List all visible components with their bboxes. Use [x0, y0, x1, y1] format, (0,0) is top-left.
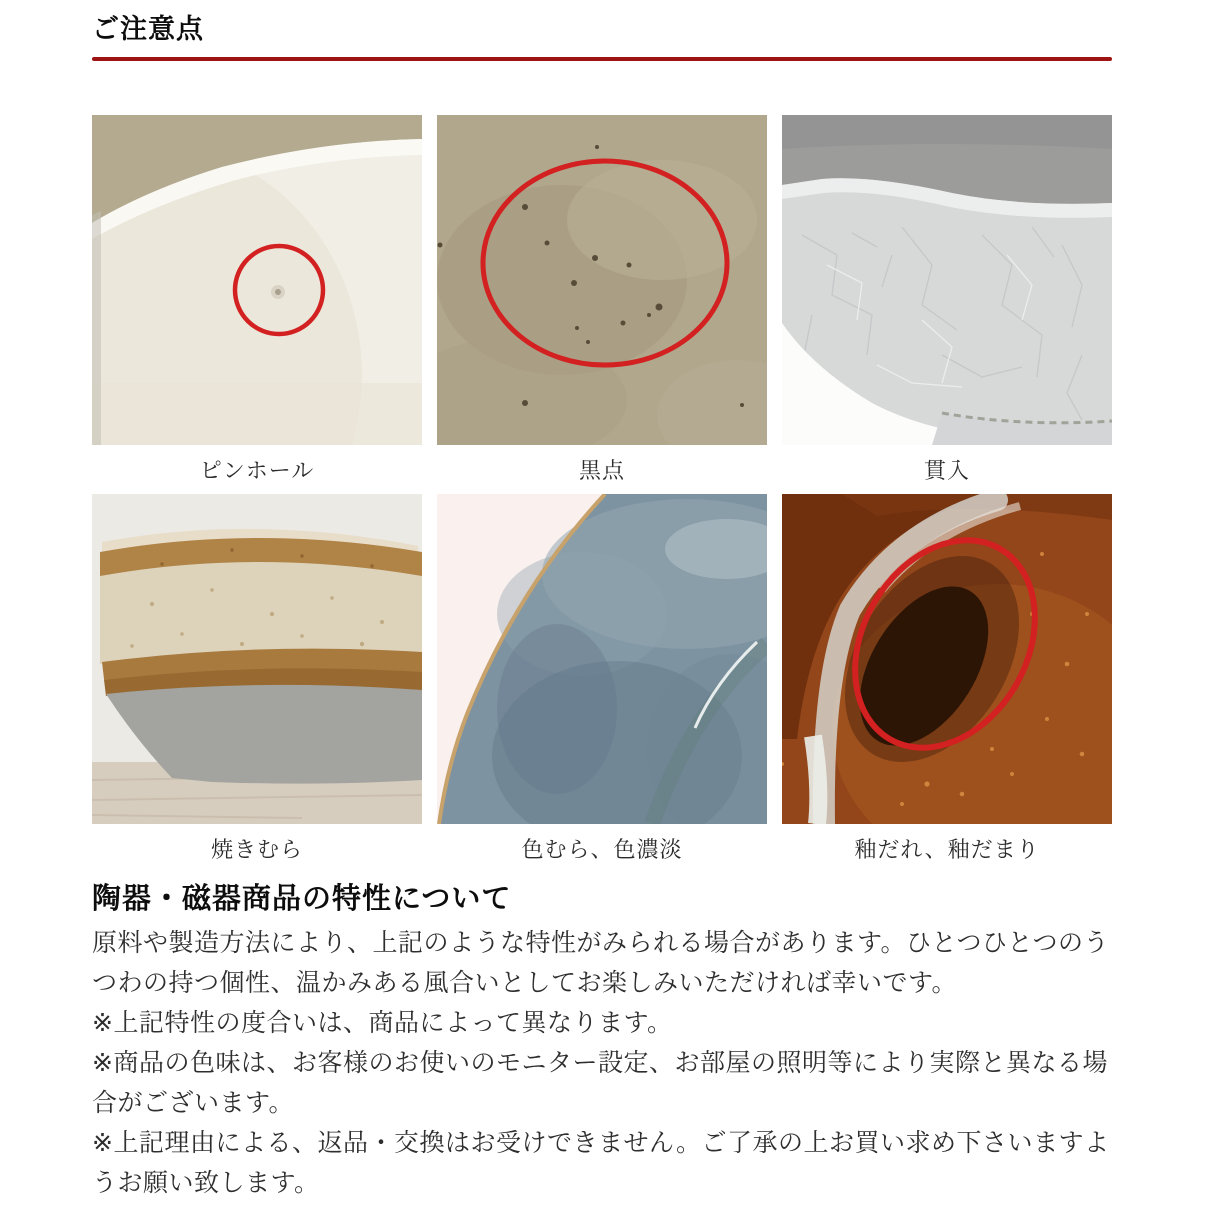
defect-figure-crazing	[782, 115, 1112, 494]
note-degree: ※上記特性の度合いは、商品によって異なります。	[92, 1009, 673, 1037]
defect-examples-grid	[92, 115, 1112, 873]
defect-figure-glaze-drip	[782, 494, 1112, 873]
defect-caption-glaze-drip: 釉だれ、釉だまり	[854, 837, 1040, 862]
color-uneven-photo	[437, 494, 767, 824]
defect-figure-black-spots	[437, 115, 767, 494]
defect-figure-firing-uneven	[92, 494, 422, 873]
firing-uneven-photo	[92, 494, 422, 824]
characteristics-title: 陶器・磁器商品の特性について	[92, 883, 512, 915]
glaze-drip-photo	[782, 494, 1112, 824]
note-no-returns: ※上記理由による、返品・交換はお受けできません。ご了承の上お買い求め下さいますようお願い致します。	[92, 1129, 1110, 1197]
defect-caption-firing-uneven: 焼きむら	[210, 837, 303, 862]
defect-caption-color-uneven: 色むら、色濃淡	[521, 837, 683, 862]
defect-figure-color-uneven	[437, 494, 767, 873]
defect-caption-black-spots: 黒点	[578, 458, 625, 483]
defect-caption-pinhole: ピンホール	[199, 458, 315, 483]
characteristics-text-section	[92, 881, 1112, 1203]
pinhole-photo	[92, 115, 422, 445]
black-spots-photo	[437, 115, 767, 445]
red-divider	[92, 57, 1112, 61]
crazing-photo	[782, 115, 1112, 445]
characteristics-paragraph: 原料や製造方法により、上記のような特性がみられる場合があります。ひとつひとつのうつわの持つ個性、温かみある風合いとしてお楽しみいただければ幸いです。	[92, 929, 1110, 997]
page-title: ご注意点	[92, 14, 204, 44]
defect-caption-crazing: 貫入	[923, 458, 970, 483]
defect-figure-pinhole	[92, 115, 422, 494]
notice-section	[92, 13, 1112, 1203]
note-monitor-color: ※商品の色味は、お客様のお使いのモニター設定、お部屋の照明等により実際と異なる場合がございます。	[92, 1049, 1108, 1117]
